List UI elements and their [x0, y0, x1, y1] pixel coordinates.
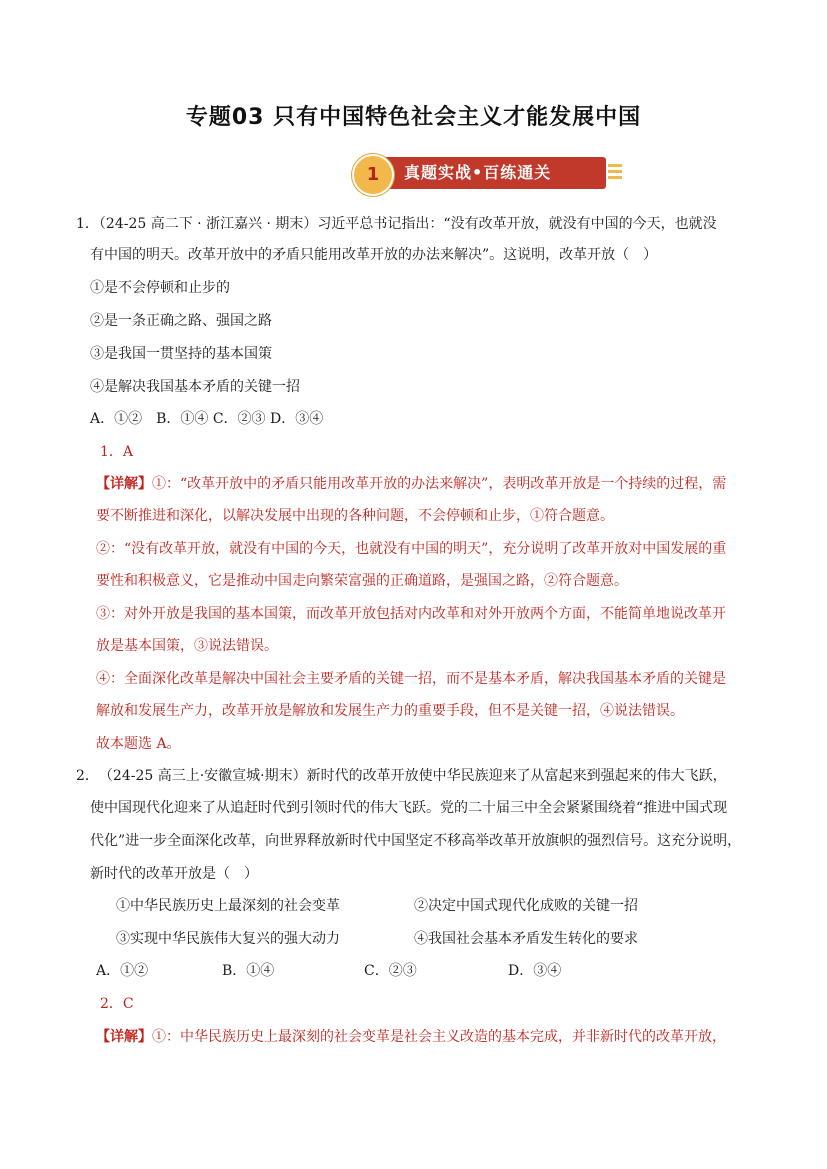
q2-option-4: ④我国社会基本矛盾发生转化的要求	[414, 931, 638, 947]
q1-detail-3b: 放是基本国策，③说法错误。	[96, 638, 278, 654]
q1-choices: A．①② B．①④ C．②③ D．③④	[90, 411, 324, 427]
q2-choice-b: B．①④	[222, 963, 275, 979]
q1-detail-1b: 要不断推进和深化，以解决发展中出现的各种问题，不会停顿和止步，①符合题意。	[96, 508, 614, 524]
q2-stem-line-2: 使中国现代化迎来了从追赶时代到引领时代的伟大飞跃。党的二十届三中全会紧紧围绕着“推进中国式现	[90, 800, 728, 816]
banner-label: 真题实战•百练通关	[404, 163, 552, 182]
q2-choice-a: A．①②	[96, 963, 149, 979]
q1-detail-line-1	[96, 474, 726, 494]
q1-detail-4a: ④：全面深化改革是解决中国社会主要矛盾的关键一招，而不是基本矛盾，解决我国基本矛盾的关键是	[96, 671, 726, 687]
q2-option-3: ③实现中华民族伟大复兴的强大动力	[116, 931, 340, 947]
q2-detail-line-1	[96, 1027, 726, 1047]
q1-detail-1a: ①：“改革开放中的矛盾只能用改革开放的办法来解决”，表明改革开放是一个持续的过程，需	[152, 476, 727, 492]
q2-option-1: ①中华民族历史上最深刻的社会变革	[116, 898, 340, 914]
q1-option-4: ④是解决我国基本矛盾的关键一招	[90, 379, 300, 395]
q1-conclusion: 故本题选 A。	[96, 736, 181, 752]
banner-number-badge: 1	[352, 154, 394, 196]
banner-stripes-icon	[608, 164, 622, 184]
q2-stem-line-3: 代化”进一步全面深化改革，向世界释放新时代中国坚定不移高举改革开放旗帜的强烈信号。这充分说明，	[90, 833, 742, 849]
q2-choice-d: D．③④	[508, 963, 562, 979]
q1-option-2: ②是一条正确之路、强国之路	[90, 313, 272, 329]
q1-stem-line-2: 有中国的明天。改革开放中的矛盾只能用改革开放的办法来解决”。这说明，改革开放（ ）	[90, 247, 658, 263]
q1-option-3: ③是我国一贯坚持的基本国策	[90, 346, 272, 362]
q1-detail-2b: 要性和积极意义，它是推动中国走向繁荣富强的正确道路，是强国之路，②符合题意。	[96, 573, 628, 589]
q1-detail-2a: ②：“没有改革开放，就没有中国的今天，也就没有中国的明天”，充分说明了改革开放对中国发展的重	[96, 541, 727, 557]
q1-option-1: ①是不会停顿和止步的	[90, 280, 230, 296]
q1-detail-3a: ③：对外开放是我国的基本国策，而改革开放包括对内改革和对外开放两个方面，不能简单地说改革开	[96, 606, 726, 622]
q2-option-2: ②决定中国式现代化成败的关键一招	[414, 898, 638, 914]
q1-answer: 1．A	[100, 444, 134, 460]
q2-detail-tag: 【详解】	[96, 1029, 152, 1045]
q2-answer: 2．C	[100, 996, 134, 1012]
q1-stem-line-1: 1．（24-25 高二下 · 浙江嘉兴 · 期末）习近平总书记指出：“没有改革开放，就没有中国的今天，也就没	[76, 216, 717, 232]
q1-detail-4b: 解放和发展生产力，改革开放是解放和发展生产力的重要手段，但不是关键一招，④说法错误。	[96, 703, 684, 719]
q2-stem-line-4: 新时代的改革开放是（ ）	[90, 866, 258, 882]
q1-detail-tag: 【详解】	[96, 476, 152, 492]
section-banner	[352, 152, 622, 194]
q2-detail-1: ①：中华民族历史上最深刻的社会变革是社会主义改造的基本完成，并非新时代的改革开放，	[152, 1029, 726, 1045]
q2-choice-c: C．②③	[364, 963, 417, 979]
page-title: 专题03 只有中国特色社会主义才能发展中国	[185, 105, 642, 130]
q2-stem-line-1: 2． （24-25 高三上·安徽宣城·期末）新时代的改革开放使中华民族迎来了从富起来到强起来的伟大飞跃，	[76, 768, 727, 784]
